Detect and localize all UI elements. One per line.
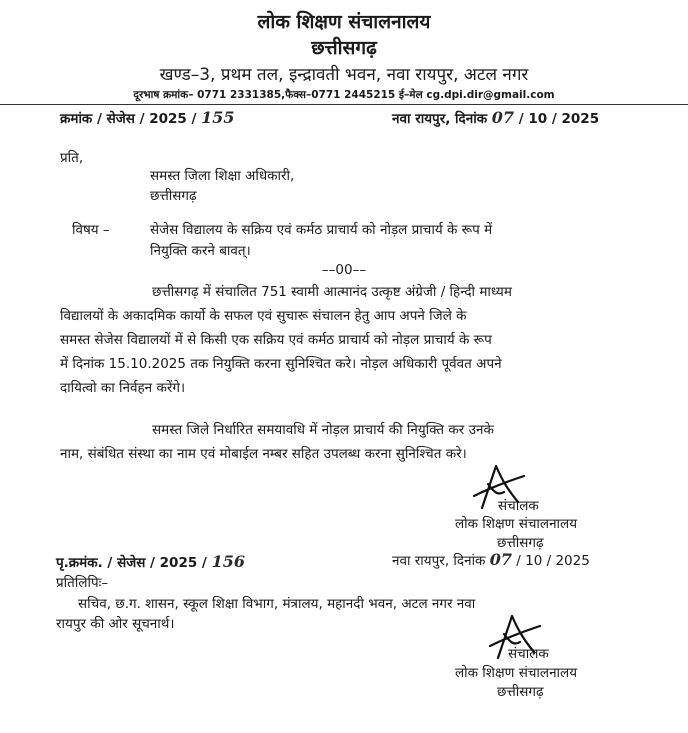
separator: ––00––	[321, 262, 367, 278]
signatory-title-2: संचालक	[508, 646, 549, 662]
org-name: लोक शिक्षण संचालनालय	[257, 11, 431, 33]
addressee-prati: प्रति,	[60, 150, 84, 166]
org-state: छत्तीसगढ़	[311, 37, 377, 59]
org-contact: दूरभाष क्रमांक– 0771 2331385,फैक्स–0771 2445215 ई–मेल cg.dpi.dir@gmail.com	[133, 89, 555, 101]
handwritten-day: 07	[491, 108, 515, 127]
body-paragraph-1	[60, 280, 600, 400]
para2-line: नाम, संबंधित संस्था का नाम एवं मोबाईल नम्बर सहित उपलब्ध करना सुनिश्चित करे।	[60, 446, 467, 462]
endorsement-prefix: पृ.क्रमंक. / सेजेस / 2025 /	[56, 555, 207, 571]
para1-line: समस्त सेजेस विद्यालयों में से किसी एक सक्रिय एवं कर्मठ प्राचार्य को नोड़ल प्राचार्य के रूप	[60, 332, 492, 348]
date-prefix: नवा रायपुर, दिनांक	[392, 111, 488, 127]
header-divider	[0, 104, 688, 105]
signatory-state-2: छत्तीसगढ़	[497, 684, 544, 700]
reference-number	[60, 108, 235, 127]
handwritten-endorsement-day: 07	[489, 550, 512, 569]
body-paragraph-2	[60, 418, 600, 466]
org-address: खण्ड–3, प्रथम तल, इन्द्रावती भवन, नवा रायपुर, अटल नगर	[159, 65, 529, 85]
signatory-org-1: लोक शिक्षण संचालनालय	[455, 516, 578, 532]
handwritten-endorsement-number: 156	[211, 552, 245, 571]
endorsement-number	[56, 552, 245, 571]
subject-label: विषय –	[72, 222, 110, 238]
subject-line1: सेजेस विद्यालय के सक्रिय एवं कर्मठ प्राचार्य को नोड़ल प्राचार्य के रूप में	[150, 222, 493, 238]
endorsement-date	[392, 550, 590, 569]
copy-line2: रायपुर की ओर सूचनार्थ।	[56, 616, 175, 632]
date-month-year: / 10 / 2025	[518, 111, 600, 127]
signatory-title-1: संचालक	[498, 498, 539, 514]
handwritten-reference-number: 155	[201, 108, 235, 127]
copy-label: प्रतिलिपिः–	[56, 575, 109, 591]
reference-date	[392, 108, 599, 127]
signatory-org-2: लोक शिक्षण संचालनालय	[455, 665, 578, 681]
addressee-line2: छत्तीसगढ़	[150, 188, 197, 204]
reference-prefix: क्रमांक / सेजेस / 2025 /	[60, 111, 197, 127]
para1-line: छत्तीसगढ़ में संचालित 751 स्वामी आत्मानंद उत्कृष्ट अंग्रेजी / हिन्दी माध्यम	[152, 284, 512, 300]
endorsement-date-prefix: नवा रायपुर, दिनांक	[392, 553, 486, 569]
signatory-state-1: छत्तीसगढ़	[497, 535, 544, 551]
para1-line: विद्यालयों के अकादमिक कार्यो के सफल एवं सुचारू संचालन हेतु आप अपने जिले के	[60, 308, 467, 324]
para1-line: दायित्वो का निर्वहन करेंगे।	[60, 380, 186, 396]
subject-line2: नियुक्ति करने बावत्।	[150, 243, 251, 259]
addressee-line1: समस्त जिला शिक्षा अधिकारी,	[150, 168, 295, 184]
copy-line1: सचिव, छ.ग. शासन, स्कूल शिक्षा विभाग, मंत्रालय, महानदी भवन, अटल नगर नवा	[78, 596, 476, 612]
para2-line: समस्त जिले निर्धारित समयावधि में नोड़ल प्राचार्य की नियुक्ति कर उनके	[152, 422, 494, 438]
para1-line: में दिनांक 15.10.2025 तक नियुक्ति करना सुनिश्चित करे। नोड़ल अधिकारी पूर्ववत अपने	[60, 356, 502, 372]
endorsement-month-year: / 10 / 2025	[516, 553, 590, 569]
